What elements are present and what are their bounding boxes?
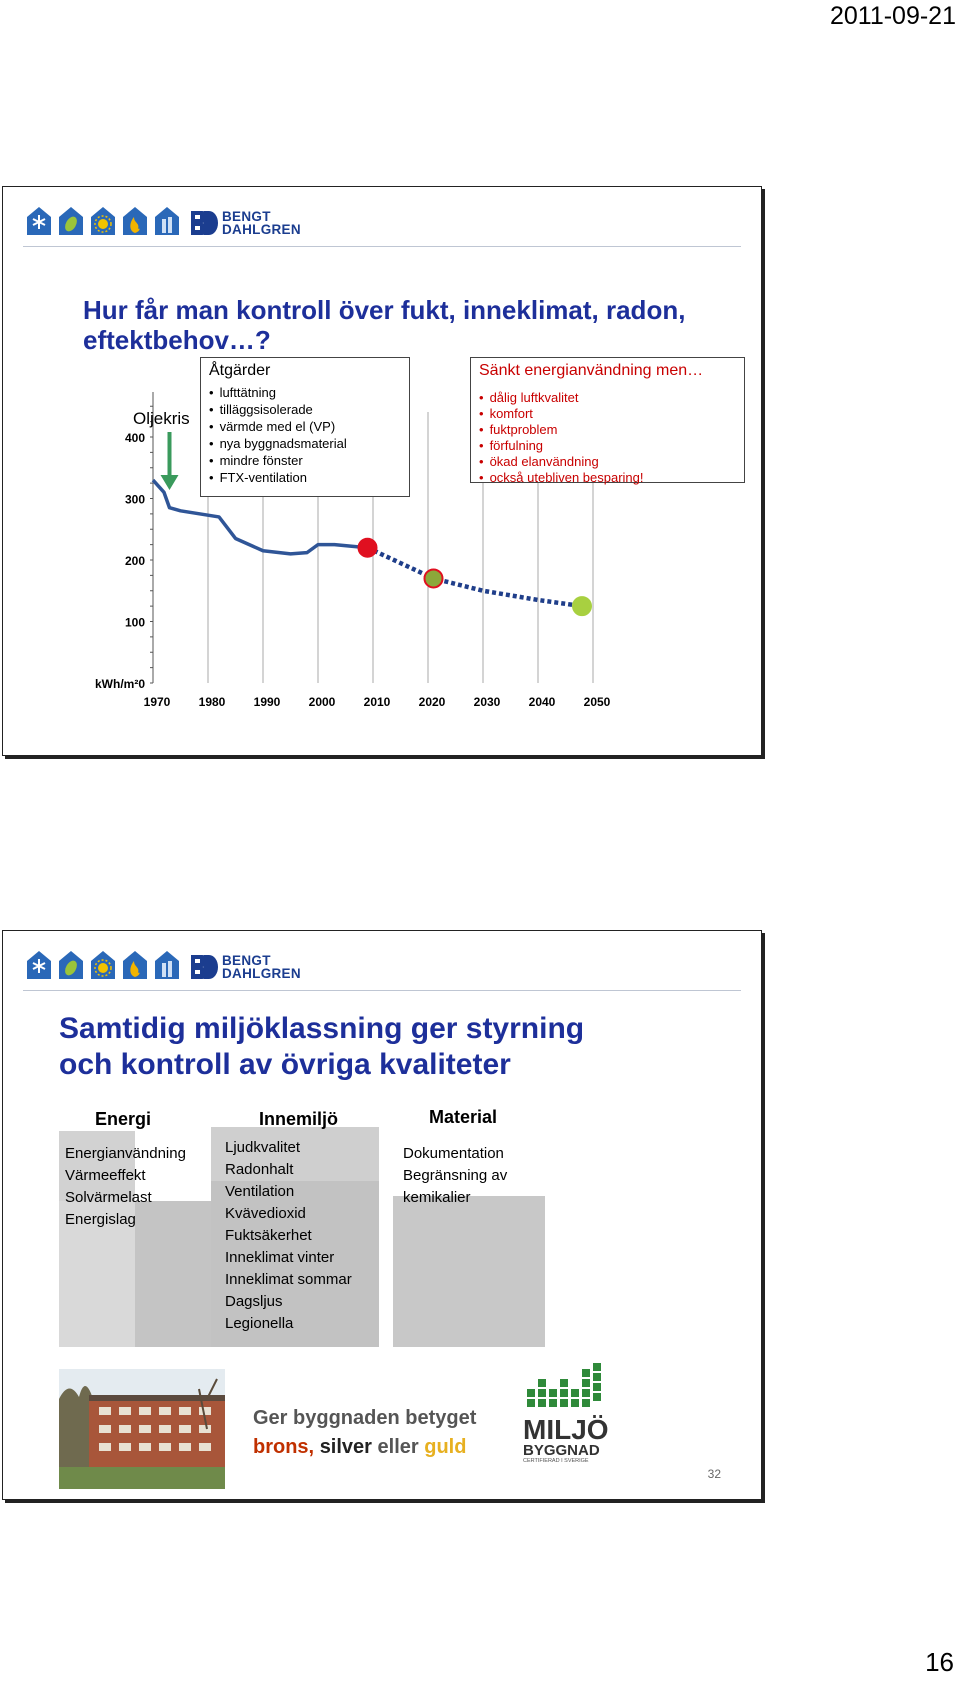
column-heading-energi: Energi: [95, 1109, 152, 1129]
list-item: Legionella: [225, 1315, 294, 1332]
header-divider: [23, 990, 741, 991]
list-item: kemikalier: [403, 1189, 471, 1206]
apartment-building-photo: [59, 1369, 225, 1489]
y-tick-label: 200: [124, 554, 145, 568]
brand-line2: DAHLGREN: [222, 222, 301, 237]
innemiljo-list: [225, 1137, 352, 1335]
list-item: Energianvändning: [65, 1145, 186, 1162]
y-tick-label: 400: [124, 431, 145, 445]
list-item: Inneklimat vinter: [225, 1249, 335, 1266]
series-point: [425, 569, 443, 587]
bd-logo-mark-icon: [189, 953, 219, 981]
house-building-icon: [153, 949, 181, 979]
brand-line1: BENGT: [222, 209, 271, 224]
list-item: Radonhalt: [225, 1161, 294, 1178]
house-sun-icon: [89, 949, 117, 979]
y-axis-label: kWh/m²: [95, 677, 139, 691]
cta-line-1: Ger byggnaden betyget: [253, 1407, 477, 1429]
series-point: [573, 597, 591, 615]
material-list: [403, 1143, 507, 1209]
slide-miljoklassning: [2, 930, 762, 1500]
grade-guld: guld: [424, 1436, 467, 1458]
x-tick-label: 2050: [583, 695, 611, 709]
house-leaf-icon: [57, 949, 85, 979]
page-date: 2011-09-21: [829, 2, 956, 30]
list-item: • värmde med el (VP): [209, 418, 347, 435]
x-tick-label: 2040: [528, 695, 556, 709]
list-item: Energislag: [65, 1211, 136, 1228]
bengt-dahlgren-logo: [189, 953, 301, 981]
list-item: Ventilation: [225, 1183, 295, 1200]
x-tick-label: 2000: [308, 695, 336, 709]
atgarder-list: [209, 384, 347, 486]
series-line-forecast: [368, 548, 583, 606]
sankt-energi-box: [470, 357, 745, 483]
slide-number: 32: [707, 1467, 721, 1481]
title-line-1: Hur får man kontroll över fukt, inneklimat, radon,: [83, 295, 686, 325]
y-tick-label: 100: [124, 615, 145, 630]
list-item: Begränsning av: [403, 1167, 508, 1184]
brand-line2: DAHLGREN: [222, 966, 301, 981]
list-item: • tilläggsisolerade: [209, 401, 347, 418]
x-tick-label: 1990: [253, 695, 281, 709]
list-item: • fuktproblem: [479, 422, 644, 438]
miljo-wordmark: MILJÖ: [523, 1414, 609, 1445]
y-tick-label: 300: [124, 492, 145, 507]
oljekris-arrow-head-icon: [161, 475, 179, 490]
list-item: • lufttätning: [209, 384, 347, 401]
list-item: Fuktsäkerhet: [225, 1227, 312, 1244]
byggnad-wordmark: BYGGNAD: [523, 1442, 600, 1459]
sankt-title: Sänkt energianvändning men…: [479, 362, 704, 379]
list-item: • mindre fönster: [209, 452, 347, 469]
list-item: • komfort: [479, 406, 644, 422]
list-item: • också utebliven besparing!: [479, 470, 644, 486]
page-number: 16: [925, 1647, 954, 1677]
brand-line1: BENGT: [222, 953, 271, 968]
x-tick-label: 1980: [198, 695, 226, 709]
atgarder-box: [200, 357, 410, 497]
grade-silver: silver: [319, 1436, 372, 1458]
y-tick-label: 0: [138, 677, 145, 691]
list-item: • dålig luftkvalitet: [479, 390, 644, 406]
title-line-1: Samtidig miljöklassning ger styrning: [59, 1012, 585, 1045]
house-snowflake-icon: [25, 949, 53, 979]
x-tick-label: 1970: [143, 695, 171, 709]
x-tick-label: 2010: [363, 695, 391, 709]
miljobyggnad-bars-icon: [523, 1363, 603, 1411]
list-item: Kvävedioxid: [225, 1205, 306, 1222]
list-item: Solvärmelast: [65, 1189, 152, 1206]
list-item: • förfulning: [479, 438, 644, 454]
miljobyggnad-logo: [523, 1363, 609, 1469]
column-heading-material: Material: [429, 1107, 498, 1127]
atgarder-title: Åtgärder: [209, 362, 271, 379]
oljekris-label: Oljekris: [133, 409, 190, 428]
list-item: • ökad elanvändning: [479, 454, 644, 470]
slide-title: [59, 1011, 584, 1083]
list-item: Dagsljus: [225, 1293, 283, 1310]
series-point: [359, 539, 377, 557]
title-line-2: eftektbehov…?: [83, 325, 271, 355]
house-icons: [25, 949, 181, 979]
column-heading-innemiljo: Innemiljö: [259, 1109, 339, 1129]
cta-line-2: [253, 1436, 466, 1459]
list-item: Värmeeffekt: [65, 1167, 146, 1184]
house-flame-icon: [121, 949, 149, 979]
list-item: Inneklimat sommar: [225, 1271, 352, 1288]
x-tick-label: 2020: [418, 695, 446, 709]
slide-energy-chart: [2, 186, 762, 756]
sankt-list: [479, 390, 644, 486]
cta-eller: eller: [377, 1436, 419, 1458]
list-item: Ljudkvalitet: [225, 1139, 301, 1156]
material-bg: [393, 1196, 545, 1347]
x-tick-label: 2030: [473, 695, 501, 709]
grade-brons: brons,: [253, 1436, 315, 1458]
title-line-2: och kontroll av övriga kvaliteter: [59, 1048, 511, 1081]
list-item: Dokumentation: [403, 1145, 504, 1162]
certifierad-label: CERTIFIERAD I SVERIGE: [523, 1458, 589, 1464]
list-item: • nya byggnadsmaterial: [209, 435, 347, 452]
energi-list: [65, 1143, 186, 1231]
list-item: • FTX-ventilation: [209, 469, 347, 486]
